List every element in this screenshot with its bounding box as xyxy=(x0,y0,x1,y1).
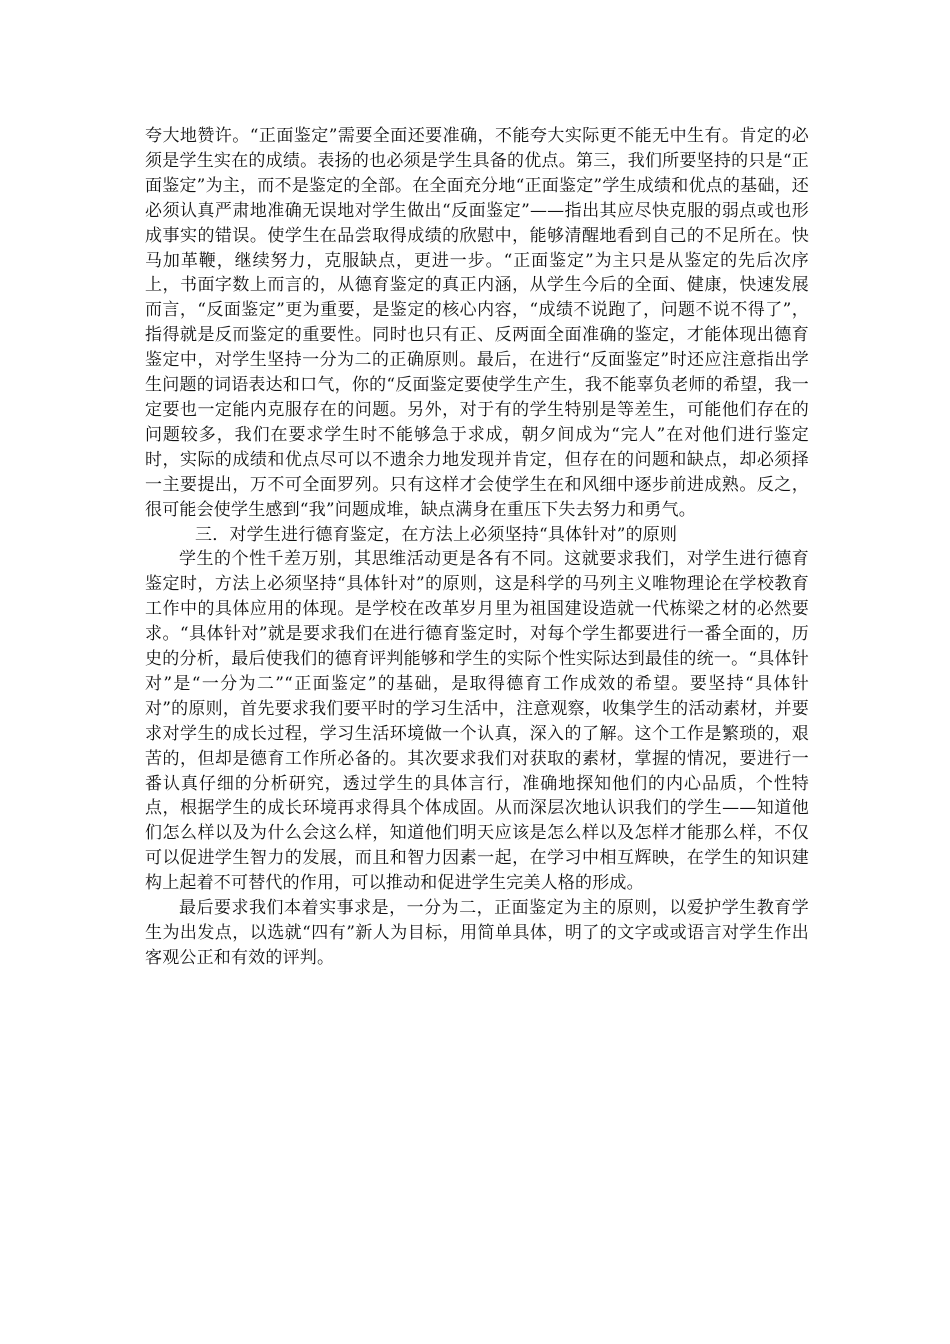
section-heading-3: 三．对学生进行德育鉴定，在方法上必须坚持“具体针对”的原则 xyxy=(195,524,678,545)
paragraph-specific-targeting: 学生的个性千差万别，其思维活动更是各有不同。这就要求我们，对学生进行德育鉴定时，方法上必须坚持“具体针对”的原则，这是科学的马列主义唯物理论在学校教育工作中的具体应用的体现。是学校在改革岁月里为祖国建设造就一代栋梁之材的必然要求。“具体针对”就是要求我们在进行德育鉴定时，对每个学生都要进行一番全面的，历史的分析，最后使我们的德育评判能够和学生的实际个性实际达到最佳的统一。“具体针对”是“一分为二”“正面鉴定”的基础，是取得德育工作成效的希望。要坚持“具体针对”的原则，首先要求我们要平时的学习生活中，注意观察，收集学生的活动素材，并要求对学生的成长过程，学习生活环境做一个认真，深入的了解。这个工作是繁琐的，艰苦的，但却是德育工作所必备的。其次要求我们对获取的素材，掌握的情况，要进行一番认真仔细的分析研究，透过学生的具体言行，准确地探知他们的内心品质，个性特点，根据学生的成长环境再求得具个体成固。从而深层次地认识我们的学生——知道他们怎么样以及为什么会这么样，知道他们明天应该是怎么样以及怎样才能那么样，不仅可以促进学生智力的发展，而且和智力因素一起，在学习中相互辉映，在学生的知识建构上起着不可替代的作用，可以推动和促进学生完美人格的形成。 xyxy=(145,549,809,894)
paragraph-continued: 夸大地赞许。“正面鉴定”需要全面还要准确，不能夸大实际更不能无中生有。肯定的必须是学生实在的成绩。表扬的也必须是学生具备的优点。第三，我们所要坚持的只是“正面鉴定”为主，而不是鉴定的全部。在全面充分地“正面鉴定”学生成绩和优点的基础，还必须认真严肃地准确无误地对学生做出“反面鉴定”——指出其应尽快克服的弱点或也形成事实的错误。使学生在品尝取得成绩的欣慰中，能够清醒地看到自己的不足所在。快马加革鞭，继续努力，克服缺点，更进一步。“正面鉴定”为主只是从鉴定的先后次序上，书面字数上而言的，从德育鉴定的真正内涵，从学生今后的全面、健康，快速发展而言，“反面鉴定”更为重要，是鉴定的核心内容，“成绩不说跑了，问题不说不得了”，指得就是反而鉴定的重要性。同时也只有正、反两面全面准确的鉴定，才能体现出德育鉴定中，对学生坚持一分为二的正确原则。最后，在进行“反面鉴定”时还应注意指出学生问题的词语表达和口气，你的“反面鉴定要使学生产生，我不能辜负老师的希望，我一定要也一定能内克服存在的问题。另外，对于有的学生特别是等差生，可能他们存在的问题较多，我们在要求学生时不能够急于求成，朝夕间成为“完人”在对他们进行鉴定时，实际的成绩和优点尽可以不遗余力地发现并肯定，但存在的问题和缺点，却必须择一主要提出，万不可全面罗列。只有这样才会使学生在和风细中逐步前进成熟。反之，很可能会使学生感到“我”问题成堆，缺点满身在重压下失去努力和勇气。 xyxy=(145,126,809,520)
paragraph-conclusion: 最后要求我们本着实事求是，一分为二，正面鉴定为主的原则，以爱护学生教育学生为出发点，以选就“四有”新人为目标，用简单具体，明了的文字或或语言对学生作出客观公正和有效的评判。 xyxy=(145,898,809,968)
document-body xyxy=(145,124,809,971)
